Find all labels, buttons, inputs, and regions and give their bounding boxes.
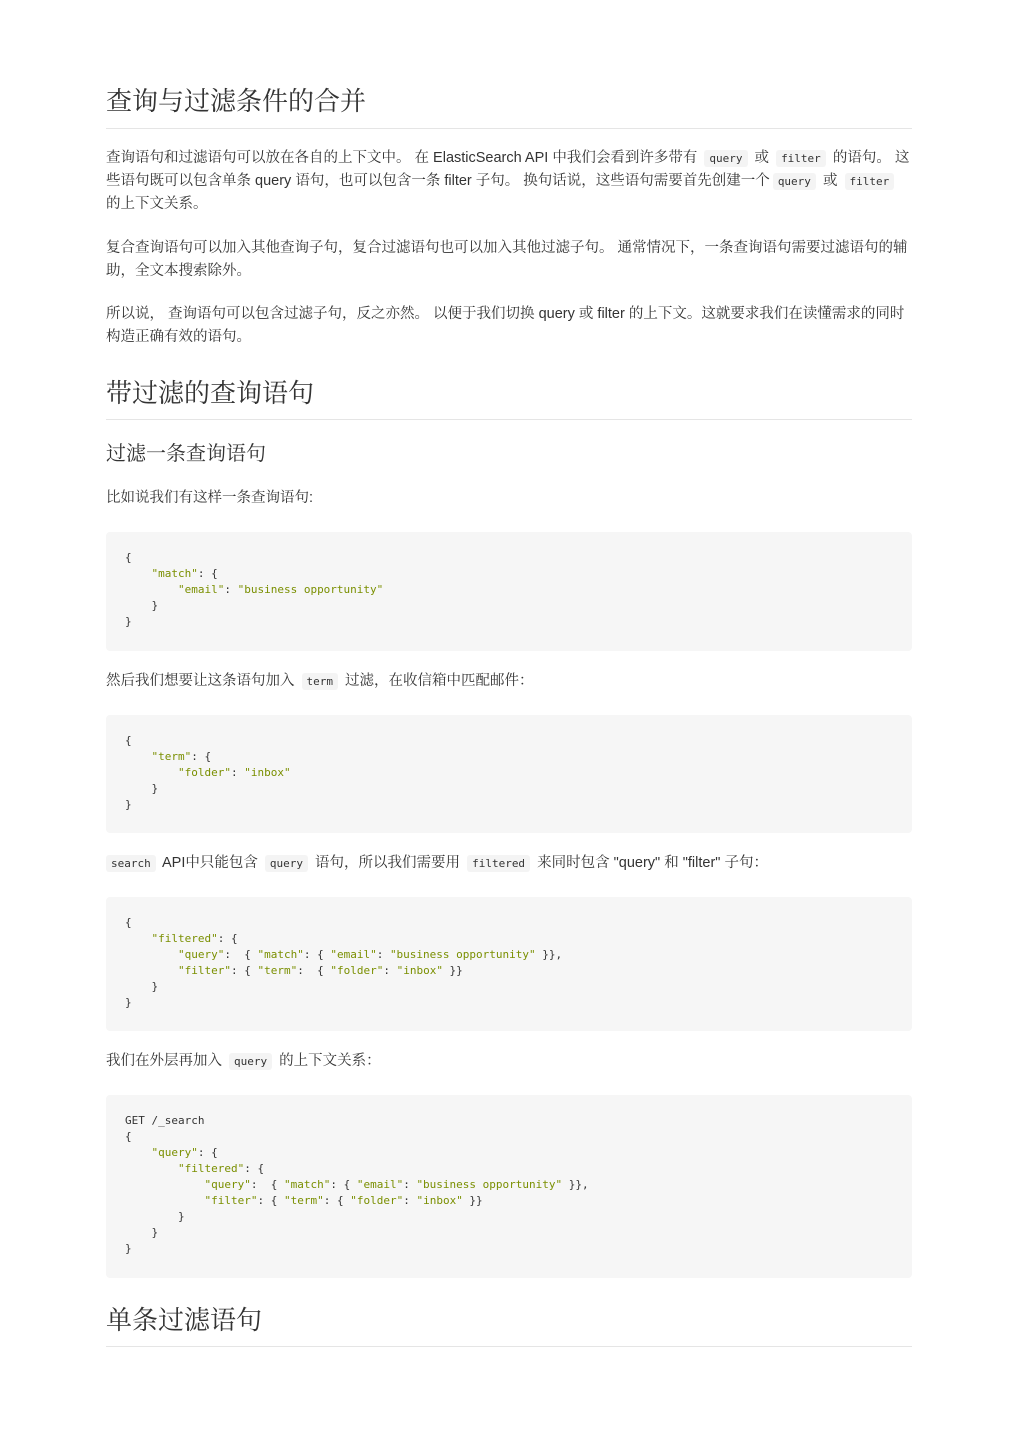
section-title-merge: 查询与过滤条件的合并: [106, 84, 912, 129]
inline-code-query: query: [704, 150, 747, 167]
paragraph-intro: 查询语句和过滤语句可以放在各自的上下文中。 在 ElasticSearch API 中我们会看到许多带有 query 或 filter 的语句。 这些语句既可以包含单条 query 语句，也可以包含一条 filter 子句。 换句话说，这些语句需要首先创建一个 query 或 filter 的上下文关系。: [106, 150, 910, 212]
inline-code-filtered: filtered: [467, 855, 530, 872]
subsection-title-filter-a-query: 过滤一条查询语句: [106, 441, 266, 465]
paragraph-vice-versa: 所以说， 查询语句可以包含过滤子句，反之亦然。 以便于我们切换 query 或 filter 的上下文。这就要求我们在读懂需求的同时构造正确有效的语句。: [106, 306, 905, 345]
code-block-get-search: GET /_search { "query": { "filtered": { "query": { "match": { "email": "business opportunity" }}, "filter": { "term": { "folder": "inbox" }} } } }: [106, 1095, 912, 1278]
inline-code-filter: filter: [776, 150, 826, 167]
code-block-filtered: { "filtered": { "query": { "match": { "email": "business opportunity" }}, "filter": { "term": { "folder": "inbox" }} } }: [106, 897, 912, 1031]
inline-code-query: query: [265, 855, 308, 872]
inline-code-term: term: [302, 673, 339, 690]
code-block-term: { "term": { "folder": "inbox" } }: [106, 715, 912, 833]
paragraph-outer-query: 我们在外层再加入 query 的上下文关系：: [106, 1053, 381, 1069]
code-block-match: { "match": { "email": "business opportunity" } }: [106, 532, 912, 651]
paragraph-compound: 复合查询语句可以加入其他查询子句，复合过滤语句也可以加入其他过滤子句。 通常情况下，一条查询语句需要过滤语句的辅助，全文本搜索除外。: [106, 240, 908, 279]
inline-code-query: query: [229, 1053, 272, 1070]
paragraph-add-term: 然后我们想要让这条语句加入 term 过滤，在收信箱中匹配邮件：: [106, 673, 534, 689]
inline-code-query: query: [773, 173, 816, 190]
paragraph-example-query: 比如说我们有这样一条查询语句:: [106, 490, 314, 506]
section-title-single-filter: 单条过滤语句: [106, 1303, 912, 1347]
inline-code-filter: filter: [845, 173, 895, 190]
paragraph-search-api: search API中只能包含 query 语句，所以我们需要用 filtered 来同时包含 "query" 和 "filter" 子句：: [106, 852, 912, 875]
section-title-filtered-query: 带过滤的查询语句: [106, 376, 912, 420]
inline-code-search: search: [106, 855, 156, 872]
